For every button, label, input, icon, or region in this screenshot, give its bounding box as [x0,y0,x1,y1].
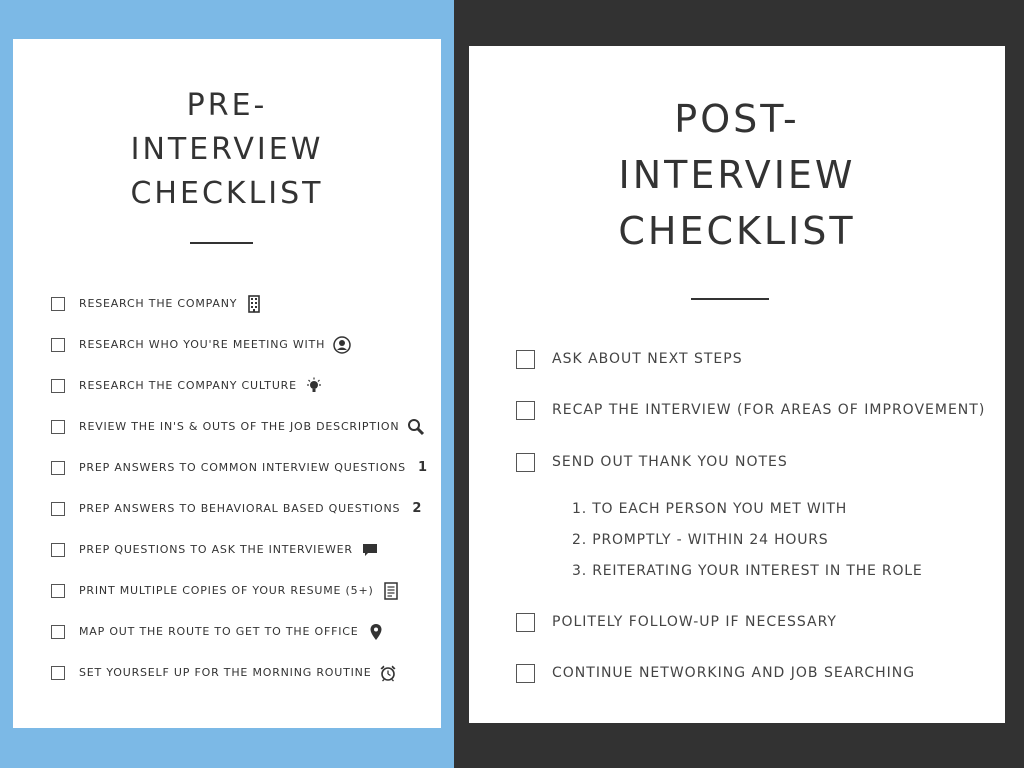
checklist-item-label: REVIEW THE IN'S & OUTS OF THE JOB DESCRIPTION [79,420,400,433]
checkbox[interactable] [516,401,535,420]
checklist-item-label: SET YOURSELF UP FOR THE MORNING ROUTINE [79,666,372,679]
checklist-item [51,447,432,488]
checkbox[interactable] [51,543,65,557]
sub-list-item: 3. REITERATING YOUR INTEREST IN THE ROLE [572,563,923,579]
checklist-item-label: PREP ANSWERS TO BEHAVIORAL BASED QUESTIONS [79,502,401,515]
title-divider [190,242,253,244]
checkbox[interactable] [51,297,65,311]
pre-interview-card [13,39,441,728]
checkbox[interactable] [516,350,535,369]
checkbox[interactable] [51,338,65,352]
title-line: PRE- [186,88,268,123]
checkbox[interactable] [51,666,65,680]
checklist-item [51,529,432,570]
checklist-item [51,611,432,652]
checklist-item [516,334,985,384]
checkbox[interactable] [51,461,65,475]
post-interview-title [469,91,1005,259]
title-line: INTERVIEW [130,132,324,167]
checklist-item-label: PRINT MULTIPLE COPIES OF YOUR RESUME (5+) [79,584,374,597]
sub-list-item: 1. TO EACH PERSON YOU MET WITH [572,501,848,517]
checklist-item [51,488,432,529]
title-line: INTERVIEW [618,153,856,197]
checklist-item [516,597,985,647]
checklist-item-label: MAP OUT THE ROUTE TO GET TO THE OFFICE [79,625,359,638]
checkbox[interactable] [51,502,65,516]
pre-interview-title [13,84,441,216]
checklist-item [51,652,432,693]
checkbox[interactable] [516,664,535,683]
checklist-item-label: PREP QUESTIONS TO ASK THE INTERVIEWER [79,543,353,556]
checklist-item-label: SEND OUT THANK YOU NOTES [552,454,788,470]
checklist-item [516,384,985,436]
checklist-item-label: PREP ANSWERS TO COMMON INTERVIEW QUESTIONS [79,461,406,474]
pre-interview-checklist [51,283,432,693]
checklist-item-label: RECAP THE INTERVIEW (FOR AREAS OF IMPROVEMENT) [552,402,986,418]
title-line: POST- [674,97,800,141]
checkbox[interactable] [516,453,535,472]
checkbox[interactable] [51,379,65,393]
checklist-item [516,436,985,488]
lightbulb-icon [305,377,323,395]
person-circle-icon [333,336,351,354]
checklist-item-label: RESEARCH WHO YOU'RE MEETING WITH [79,338,326,351]
alarm-clock-icon [379,664,397,682]
checklist-item-label: POLITELY FOLLOW-UP IF NECESSARY [552,614,837,630]
document-icon [382,582,400,600]
number-one-icon: 1 [418,460,428,475]
title-line: CHECKLIST [130,176,324,211]
post-interview-checklist [516,334,985,699]
checkbox[interactable] [51,625,65,639]
checklist-item-label: RESEARCH THE COMPANY [79,297,238,310]
checklist-item [51,324,432,365]
checklist-item [516,647,985,699]
checklist-item [51,570,432,611]
checklist-item [51,283,432,324]
post-interview-card [469,46,1005,723]
map-pin-icon [367,623,385,641]
title-divider [691,298,769,300]
checklist-item [51,406,432,447]
title-line: CHECKLIST [618,209,856,253]
number-two-icon: 2 [412,501,423,516]
building-icon [245,295,263,313]
checkbox[interactable] [51,584,65,598]
thank-you-notes-sublist [572,488,985,597]
sub-list-item: 2. PROMPTLY - WITHIN 24 HOURS [572,532,829,548]
checklist-item-label: RESEARCH THE COMPANY CULTURE [79,379,297,392]
checklist-item [51,365,432,406]
checkbox[interactable] [51,420,65,434]
checkbox[interactable] [516,613,535,632]
speech-bubble-icon [361,541,379,559]
checklist-item-label: ASK ABOUT NEXT STEPS [552,351,743,367]
magnifier-icon [407,418,425,436]
checklist-item-label: CONTINUE NETWORKING AND JOB SEARCHING [552,665,916,681]
sub-list-container [516,488,985,597]
